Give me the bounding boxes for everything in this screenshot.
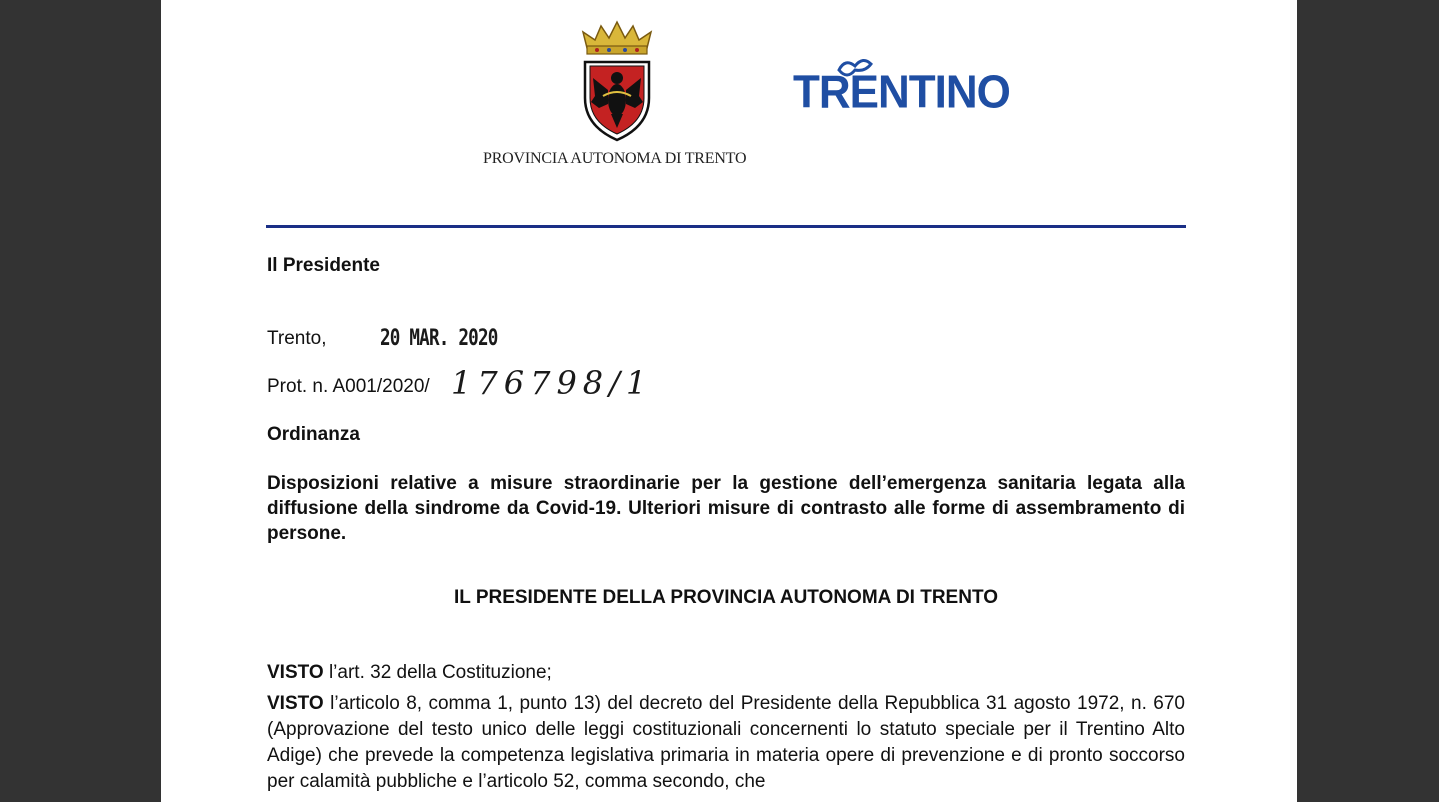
paragraph-text: l’art. 32 della Costituzione; [323,662,552,683]
protocol-handwritten-number: 176798/1 [451,364,653,402]
document-type: Ordinanza [267,424,360,445]
sender-label: Il Presidente [267,255,380,276]
place-label: Trento, [267,328,327,349]
paragraph-lead: VISTO [267,662,324,683]
protocol-prefix: Prot. n. A001/2020/ [267,376,430,397]
header-divider [266,225,1186,228]
date-stamp: 20 MAR. 2020 [380,326,498,351]
paragraph-visto-1 [267,660,1185,686]
paragraph-text: l’articolo 8, comma 1, punto 13) del decreto del Presidente della Repubblica 31 agosto 1972, n. 670 (Approvazione del testo unico delle leggi costituzionali concernenti lo statuto speciale per il Trentino Alto Adige) che prevede la competenza legislativa primaria in materia opere di prevenzione e di pronto soccorso per calamità pubbliche e l’articolo 52, comma secondo, che [267,693,1185,792]
document-page [161,0,1297,802]
paragraph-visto-2 [267,691,1185,795]
coat-of-arms-emblem [579,18,655,142]
brand-logo-text: TRENTINO [793,66,1010,119]
trentino-brand-logo [793,56,1010,126]
paragraph-lead: VISTO [267,693,324,714]
subject-text: Disposizioni relative a misure straordinarie per la gestione dell’emergenza sanitaria legata alla diffusione della sindrome da Covid-19. Ulteriori misure di contrasto alle forme di assembramento di persone. [267,473,1185,544]
issuer-heading: IL PRESIDENTE DELLA PROVINCIA AUTONOMA DI TRENTO [454,587,998,608]
organization-name: PROVINCIA AUTONOMA DI TRENTO [483,150,747,167]
